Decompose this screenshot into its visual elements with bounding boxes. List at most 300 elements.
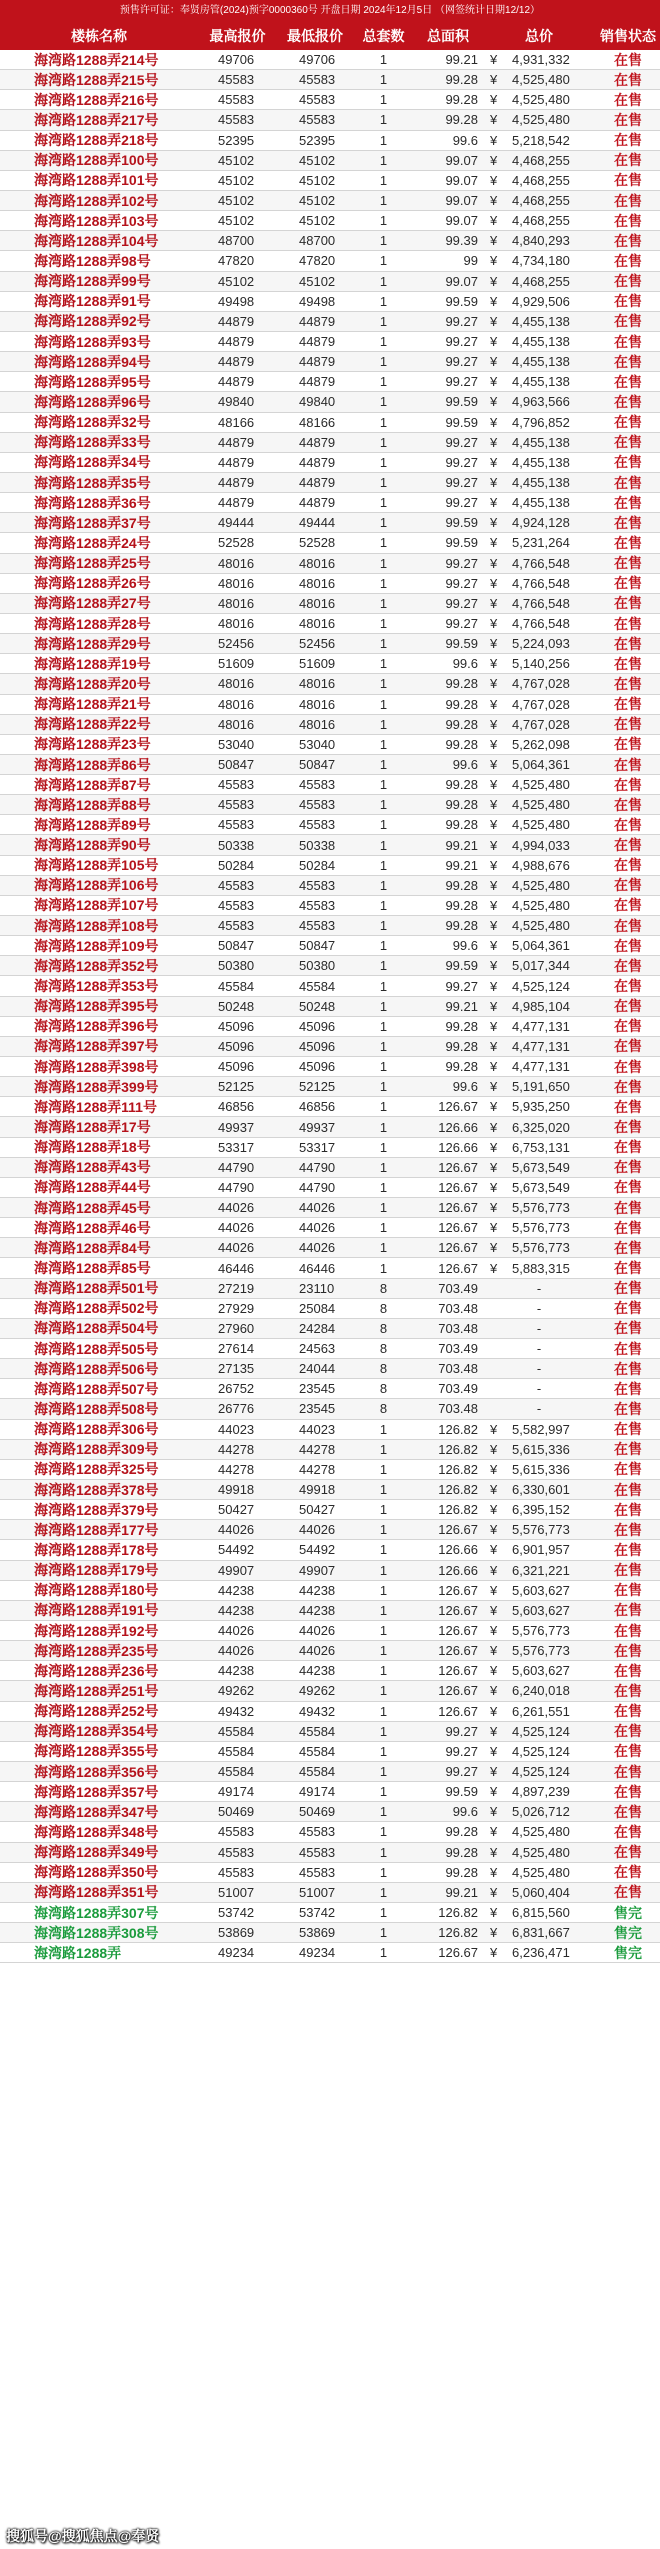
- row-status: 在售: [614, 776, 642, 793]
- total-price-value: 4,985,104: [512, 998, 570, 1014]
- currency-symbol: ¥: [490, 293, 498, 309]
- row-building: 海湾路1288弄20号: [34, 675, 151, 692]
- table-row: [0, 1440, 660, 1460]
- currency-symbol: ¥: [490, 52, 498, 68]
- row-units: 1: [379, 1623, 388, 1639]
- currency-symbol: ¥: [490, 1683, 498, 1699]
- row-units: 1: [379, 515, 388, 531]
- currency-symbol: ¥: [490, 1139, 498, 1155]
- total-price-value: 4,963,566: [512, 394, 570, 410]
- row-max-price: 50380: [218, 958, 255, 974]
- row-status: 在售: [614, 1421, 642, 1438]
- currency-symbol: ¥: [490, 938, 498, 954]
- row-building: 海湾路1288弄98号: [34, 252, 151, 269]
- currency-symbol: ¥: [490, 1542, 498, 1558]
- table-row: [0, 413, 660, 433]
- row-max-price: 47820: [218, 253, 255, 269]
- currency-symbol: ¥: [490, 958, 498, 974]
- row-building: 海湾路1288弄508号: [34, 1401, 159, 1417]
- total-price-value: 4,525,124: [512, 1743, 570, 1759]
- row-min-price: 52125: [299, 1079, 336, 1095]
- row-area: 99.59: [445, 958, 478, 974]
- row-units: 1: [379, 1179, 388, 1195]
- row-total-price: [482, 1824, 596, 1839]
- row-max-price: 44023: [218, 1421, 255, 1437]
- row-area: 126.67: [438, 1240, 478, 1256]
- currency-symbol: ¥: [490, 1240, 498, 1256]
- row-total-price: [482, 394, 596, 409]
- row-total-price: -: [536, 1300, 542, 1316]
- row-units: 1: [379, 1683, 388, 1699]
- row-status: 在售: [614, 1380, 642, 1397]
- row-building: 海湾路1288弄252号: [34, 1703, 159, 1720]
- row-area: 99.28: [445, 877, 478, 893]
- row-min-price: 46856: [299, 1099, 336, 1115]
- total-price-value: 6,240,018: [512, 1683, 570, 1699]
- row-area: 99.6: [452, 1079, 478, 1095]
- row-min-price: 48016: [299, 716, 336, 732]
- row-building: 海湾路1288弄191号: [34, 1602, 159, 1619]
- total-price-value: 4,525,480: [512, 1824, 570, 1840]
- row-building: 海湾路1288弄99号: [34, 273, 151, 290]
- row-max-price: 52395: [218, 132, 255, 148]
- table-row: [0, 1903, 660, 1923]
- currency-symbol: ¥: [490, 112, 498, 128]
- table-row: [0, 1460, 660, 1480]
- table-row: [0, 473, 660, 493]
- currency-symbol: ¥: [490, 414, 498, 430]
- row-units: 1: [379, 1764, 388, 1780]
- row-area: 99.07: [445, 273, 478, 289]
- row-min-price: 44790: [299, 1159, 336, 1175]
- row-status: 在售: [614, 675, 642, 692]
- total-price-value: 5,582,997: [512, 1421, 570, 1437]
- row-max-price: 44879: [218, 374, 255, 390]
- row-total-price: [482, 1059, 596, 1074]
- row-status: 在售: [614, 796, 642, 813]
- row-area: 99.39: [445, 233, 478, 249]
- row-area: 99.59: [445, 515, 478, 531]
- table-row: [0, 131, 660, 151]
- row-units: 1: [379, 1824, 388, 1840]
- table-row: [0, 70, 660, 90]
- row-max-price: 45102: [218, 152, 255, 168]
- total-price-value: 6,815,560: [512, 1905, 570, 1920]
- row-min-price: 49907: [299, 1562, 336, 1578]
- row-min-price: 50380: [299, 958, 336, 974]
- table-row: [0, 1258, 660, 1278]
- currency-symbol: ¥: [490, 535, 498, 551]
- table-row: [0, 1480, 660, 1500]
- row-building: 海湾路1288弄17号: [34, 1119, 151, 1136]
- row-total-price: [482, 1583, 596, 1598]
- row-status: 在售: [614, 696, 642, 713]
- row-units: 1: [379, 998, 388, 1014]
- row-min-price: 24044: [299, 1361, 336, 1377]
- total-price-value: 5,935,250: [512, 1099, 570, 1115]
- row-area: 99.27: [445, 374, 478, 390]
- total-price-value: 4,455,138: [512, 374, 570, 390]
- currency-symbol: ¥: [490, 837, 498, 853]
- table-row: [0, 493, 660, 513]
- row-building: 海湾路1288弄26号: [34, 575, 151, 592]
- table-row: [0, 976, 660, 996]
- row-area: 703.48: [438, 1401, 478, 1417]
- row-units: 8: [379, 1361, 388, 1377]
- row-building: 海湾路1288弄45号: [34, 1199, 151, 1216]
- row-max-price: 49174: [218, 1784, 255, 1800]
- currency-symbol: ¥: [490, 897, 498, 913]
- row-units: 1: [379, 213, 388, 229]
- row-min-price: 45584: [299, 978, 336, 994]
- row-status: 在售: [614, 1541, 642, 1558]
- row-building: 海湾路1288弄35号: [34, 474, 151, 491]
- table-row: [0, 332, 660, 352]
- currency-symbol: ¥: [490, 1562, 498, 1578]
- row-building: 海湾路1288弄180号: [34, 1582, 159, 1599]
- row-min-price: 45583: [299, 1824, 336, 1840]
- row-max-price: 44790: [218, 1179, 255, 1195]
- row-total-price: [482, 455, 596, 470]
- row-max-price: 53742: [218, 1905, 255, 1920]
- row-units: 8: [379, 1401, 388, 1417]
- row-total-price: [482, 1079, 596, 1094]
- row-units: 1: [379, 1018, 388, 1034]
- table-row: [0, 554, 660, 574]
- row-building: 海湾路1288弄23号: [34, 736, 151, 753]
- row-total-price: [482, 475, 596, 490]
- row-status: 在售: [614, 555, 642, 572]
- row-min-price: 44879: [299, 354, 336, 370]
- row-min-price: 45583: [299, 877, 336, 893]
- row-status: 在售: [614, 434, 642, 451]
- header-area: 总面积: [427, 28, 469, 44]
- table-row: [0, 936, 660, 956]
- row-total-price: [482, 938, 596, 953]
- row-status: 在售: [614, 1239, 642, 1256]
- row-status: 在售: [614, 857, 642, 874]
- row-units: 1: [379, 575, 388, 591]
- table-row: [0, 1782, 660, 1802]
- row-building: 海湾路1288弄19号: [34, 655, 151, 672]
- row-building: 海湾路1288弄32号: [34, 414, 151, 431]
- table-row: [0, 372, 660, 392]
- row-total-price: [482, 898, 596, 913]
- currency-symbol: ¥: [490, 193, 498, 209]
- table-row: [0, 251, 660, 271]
- row-units: 1: [379, 354, 388, 370]
- row-min-price: 44026: [299, 1200, 336, 1216]
- row-total-price: [482, 596, 596, 611]
- currency-symbol: ¥: [490, 374, 498, 390]
- currency-symbol: ¥: [490, 515, 498, 531]
- row-min-price: 23545: [299, 1381, 336, 1397]
- table-row: [0, 1279, 660, 1299]
- row-units: 1: [379, 1542, 388, 1558]
- row-area: 126.67: [438, 1200, 478, 1216]
- table-row: [0, 1561, 660, 1581]
- currency-symbol: ¥: [490, 1703, 498, 1719]
- row-building: 海湾路1288弄504号: [34, 1320, 159, 1337]
- row-status: 在售: [614, 655, 642, 672]
- currency-symbol: ¥: [490, 1905, 498, 1920]
- row-max-price: 44879: [218, 454, 255, 470]
- row-building: 海湾路1288弄24号: [34, 534, 151, 551]
- total-price-value: 4,525,480: [512, 817, 570, 833]
- row-total-price: [482, 1542, 596, 1557]
- row-area: 99.07: [445, 152, 478, 168]
- row-total-price: [482, 1160, 596, 1175]
- row-total-price: [482, 1865, 596, 1880]
- row-total-price: [482, 233, 596, 248]
- currency-symbol: ¥: [490, 736, 498, 752]
- row-max-price: 45583: [218, 918, 255, 934]
- row-status: 在售: [614, 474, 642, 491]
- row-status: 在售: [614, 575, 642, 592]
- row-area: 99.28: [445, 1018, 478, 1034]
- currency-symbol: ¥: [490, 1663, 498, 1679]
- row-area: 126.67: [438, 1643, 478, 1659]
- row-building: 海湾路1288弄34号: [34, 454, 151, 471]
- currency-symbol: ¥: [490, 1260, 498, 1276]
- row-total-price: [482, 1261, 596, 1276]
- row-max-price: 44879: [218, 354, 255, 370]
- row-units: 1: [379, 797, 388, 813]
- total-price-value: 5,262,098: [512, 736, 570, 752]
- currency-symbol: ¥: [490, 394, 498, 410]
- row-total-price: [482, 697, 596, 712]
- currency-symbol: ¥: [490, 1643, 498, 1659]
- row-total-price: -: [536, 1401, 542, 1417]
- row-status: 在售: [614, 1682, 642, 1699]
- row-max-price: 44026: [218, 1240, 255, 1256]
- row-max-price: 45583: [218, 1844, 255, 1860]
- row-max-price: 52125: [218, 1079, 255, 1095]
- row-min-price: 49706: [299, 52, 336, 68]
- row-building: 海湾路1288弄105号: [34, 857, 159, 874]
- row-min-price: 53869: [299, 1925, 336, 1941]
- currency-symbol: ¥: [490, 1421, 498, 1437]
- total-price-value: 4,796,852: [512, 414, 570, 430]
- row-status: 在售: [614, 192, 642, 209]
- row-max-price: 44238: [218, 1582, 255, 1598]
- total-price-value: 4,840,293: [512, 233, 570, 249]
- row-units: 1: [379, 1220, 388, 1236]
- row-status: 在售: [614, 1763, 642, 1780]
- currency-symbol: ¥: [490, 334, 498, 350]
- row-min-price: 45584: [299, 1723, 336, 1739]
- row-min-price: 50469: [299, 1804, 336, 1820]
- row-total-price: [482, 52, 596, 67]
- total-price-value: 4,931,332: [512, 52, 570, 68]
- currency-symbol: ¥: [490, 877, 498, 893]
- row-area: 99.6: [452, 132, 478, 148]
- row-status: 在售: [614, 1622, 642, 1639]
- row-building: 海湾路1288弄96号: [34, 393, 151, 410]
- total-price-value: 4,455,138: [512, 334, 570, 350]
- table-row: [0, 956, 660, 976]
- table-row: [0, 1399, 660, 1419]
- header-max-price: 最高报价: [209, 28, 266, 44]
- row-total-price: [482, 1522, 596, 1537]
- table-row: [0, 433, 660, 453]
- row-area: 99.6: [452, 656, 478, 672]
- row-min-price: 45583: [299, 92, 336, 108]
- row-max-price: 45584: [218, 1743, 255, 1759]
- table-row: [0, 312, 660, 332]
- row-status: 在售: [614, 917, 642, 934]
- row-max-price: 48016: [218, 575, 255, 591]
- row-status: 在售: [614, 1703, 642, 1720]
- table-row: [0, 533, 660, 553]
- table-row: [0, 876, 660, 896]
- row-status: 在售: [614, 1723, 642, 1740]
- row-status: 在售: [614, 1179, 642, 1196]
- row-total-price: -: [536, 1280, 542, 1296]
- row-max-price: 49706: [218, 52, 255, 68]
- row-min-price: 44026: [299, 1623, 336, 1639]
- table-row: [0, 735, 660, 755]
- row-building: 海湾路1288弄308号: [34, 1924, 159, 1941]
- row-units: 1: [379, 92, 388, 108]
- row-units: 8: [379, 1300, 388, 1316]
- row-area: 99.21: [445, 1884, 478, 1900]
- row-building: 海湾路1288弄: [34, 1944, 122, 1961]
- row-building: 海湾路1288弄325号: [34, 1461, 159, 1478]
- row-building: 海湾路1288弄235号: [34, 1642, 159, 1659]
- total-price-value: 5,231,264: [512, 535, 570, 551]
- row-area: 126.67: [438, 1663, 478, 1679]
- total-price-value: 6,261,551: [512, 1703, 570, 1719]
- row-status: 在售: [614, 635, 642, 652]
- row-area: 126.67: [438, 1260, 478, 1276]
- table-row: [0, 1883, 660, 1903]
- total-price-value: 4,468,255: [512, 213, 570, 229]
- row-total-price: -: [536, 1381, 542, 1397]
- row-building: 海湾路1288弄27号: [34, 595, 151, 612]
- row-max-price: 54492: [218, 1542, 255, 1558]
- row-min-price: 49444: [299, 515, 336, 531]
- currency-symbol: ¥: [490, 1220, 498, 1236]
- row-min-price: 49174: [299, 1784, 336, 1800]
- row-area: 126.82: [438, 1421, 478, 1437]
- row-area: 99.28: [445, 1059, 478, 1075]
- row-area: 126.82: [438, 1461, 478, 1477]
- row-status: 在售: [614, 1199, 642, 1216]
- row-min-price: 50847: [299, 756, 336, 772]
- row-units: 1: [379, 1945, 388, 1961]
- row-total-price: [482, 979, 596, 994]
- row-min-price: 44879: [299, 495, 336, 511]
- header-min-price: 最低报价: [287, 28, 343, 44]
- row-min-price: 45096: [299, 1038, 336, 1054]
- row-max-price: 45583: [218, 72, 255, 88]
- row-min-price: 45584: [299, 1743, 336, 1759]
- row-units: 1: [379, 1421, 388, 1437]
- row-total-price: [482, 656, 596, 671]
- row-area: 99.27: [445, 1743, 478, 1759]
- row-min-price: 25084: [299, 1300, 336, 1316]
- total-price-value: 4,525,124: [512, 978, 570, 994]
- row-area: 99.07: [445, 213, 478, 229]
- row-status: 在售: [614, 1340, 642, 1357]
- row-min-price: 48700: [299, 233, 336, 249]
- row-units: 1: [379, 1602, 388, 1618]
- row-min-price: 49234: [299, 1945, 336, 1961]
- total-price-value: 4,734,180: [512, 253, 570, 269]
- row-building: 海湾路1288弄396号: [34, 1018, 159, 1035]
- row-min-price: 45102: [299, 193, 336, 209]
- row-building: 海湾路1288弄28号: [34, 615, 151, 632]
- row-status: 在售: [614, 1481, 642, 1498]
- table-row: [0, 151, 660, 171]
- row-max-price: 49937: [218, 1119, 255, 1135]
- row-max-price: 49918: [218, 1482, 255, 1498]
- row-units: 1: [379, 1784, 388, 1800]
- row-total-price: [482, 1180, 596, 1195]
- total-price-value: 4,767,028: [512, 696, 570, 712]
- row-units: 1: [379, 1562, 388, 1578]
- row-building: 海湾路1288弄85号: [34, 1260, 151, 1277]
- row-status: 在售: [614, 1743, 642, 1760]
- currency-symbol: ¥: [490, 1784, 498, 1800]
- row-min-price: 44879: [299, 475, 336, 491]
- row-max-price: 51609: [218, 656, 255, 672]
- total-price-value: 5,218,542: [512, 132, 570, 148]
- row-total-price: [482, 1764, 596, 1779]
- row-total-price: [482, 918, 596, 933]
- row-building: 海湾路1288弄379号: [34, 1501, 159, 1518]
- row-area: 126.82: [438, 1502, 478, 1518]
- row-building: 海湾路1288弄18号: [34, 1139, 151, 1156]
- row-status: 在售: [614, 1139, 642, 1156]
- row-status: 在售: [614, 1441, 642, 1458]
- row-area: 99.27: [445, 1764, 478, 1780]
- row-area: 126.66: [438, 1139, 478, 1155]
- row-area: 99.27: [445, 313, 478, 329]
- currency-symbol: ¥: [490, 1018, 498, 1034]
- table-row: [0, 775, 660, 795]
- row-max-price: 44238: [218, 1663, 255, 1679]
- total-price-value: 5,576,773: [512, 1522, 570, 1538]
- row-area: 126.67: [438, 1703, 478, 1719]
- row-units: 1: [379, 374, 388, 390]
- currency-symbol: ¥: [490, 656, 498, 672]
- currency-symbol: ¥: [490, 555, 498, 571]
- row-area: 99.28: [445, 676, 478, 692]
- row-total-price: -: [536, 1361, 542, 1377]
- row-building: 海湾路1288弄25号: [34, 555, 151, 572]
- row-building: 海湾路1288弄398号: [34, 1058, 159, 1075]
- currency-symbol: ¥: [490, 132, 498, 148]
- row-min-price: 50338: [299, 837, 336, 853]
- row-units: 1: [379, 1119, 388, 1135]
- total-price-value: 4,525,480: [512, 92, 570, 108]
- row-status: 在售: [614, 91, 642, 108]
- row-max-price: 44879: [218, 334, 255, 350]
- row-building: 海湾路1288弄108号: [34, 917, 159, 934]
- row-min-price: 44026: [299, 1240, 336, 1256]
- currency-symbol: ¥: [490, 1884, 498, 1900]
- row-max-price: 45583: [218, 777, 255, 793]
- row-total-price: [482, 213, 596, 228]
- table-row: [0, 1218, 660, 1238]
- total-price-value: 4,477,131: [512, 1059, 570, 1075]
- row-units: 1: [379, 1441, 388, 1457]
- table-row: [0, 1621, 660, 1641]
- row-max-price: 45584: [218, 1764, 255, 1780]
- row-units: 8: [379, 1280, 388, 1296]
